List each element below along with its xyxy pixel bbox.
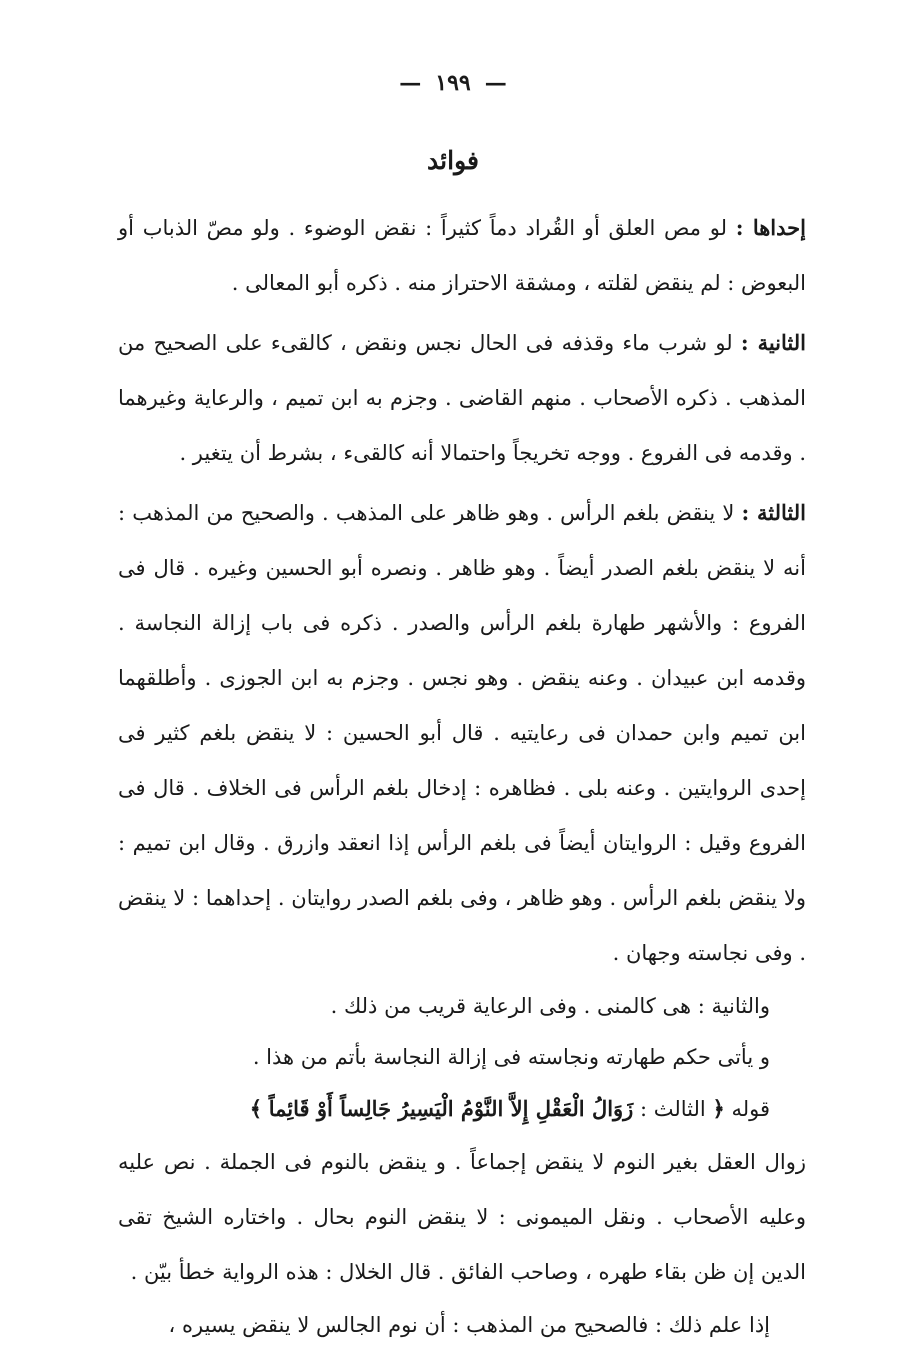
quote-open-bracket: ﴿ [712, 1096, 725, 1121]
quote-close-bracket: ﴾ [249, 1096, 263, 1121]
paragraph-closing: زوال العقل بغير النوم لا ينقض إجماعاً . و ينقض بالنوم فى الجملة . نص عليه وعليه الأصحاب . ونقل الميمونى : لا ينقض النوم بحال . واختاره الشيخ تقى الدين إن ظن بقاء طهره ، وصاحب الفائق . قال الخلال : هذه الرواية خطأ بيّن . [118, 1150, 806, 1284]
quote-text: زَوَالُ الْعَقْلِ إِلاَّ النَّوْمُ الْيَسِيرُ جَالِساً أَوْ قَائِماً [268, 1096, 634, 1121]
paragraph-second-text: لو شرب ماء وقذفه فى الحال نجس ونقض ، كالقىء على الصحيح من المذهب . ذكره الأصحاب . منهم القاضى . وجزم به ابن تميم ، والرعاية وغيرهما . وقدمه فى الفروع . ووجه تخريجاً واحتمالا أنه كالقىء ، بشرط أن يتغير . [118, 331, 806, 465]
paragraph-first-text: لو مص العلق أو القُراد دماً كثيراً : نقض الوضوء . ولو مصّ الذباب أو البعوض : لم ينقض لقلته ، ومشقة الاحتراز منه . ذكره أبو المعالى . [118, 216, 806, 295]
paragraph-third-text: لا ينقض بلغم الرأس . وهو ظاهر على المذهب . والصحيح من المذهب : أنه لا ينقض بلغم الصدر أيضاً . وهو ظاهر . ونصره أبو الحسين وغيره . قال فى الفروع : والأشهر طهارة بلغم الرأس والصدر . ذكره فى باب إزالة النجاسة . وقدمه ابن عبيدان . وعنه ينقض . وهو نجس . وجزم به ابن الجوزى . وأطلقهما ابن تميم وابن حمدان فى رعايتيه . قال أبو الحسين : لا ينقض بلغم كثير فى إحدى الروايتين . وعنه بلى . فظاهره : إدخال بلغم الرأس فى الخلاف . قال فى الفروع وقيل : الروايتان أيضاً فى بلغم الرأس إذا انعقد وازرق . وقال ابن تميم : ولا ينقض بلغم الرأس . وهو ظاهر ، وفى بلغم الصدر روايتان . إحداهما : لا ينقض . وفى نجاسته وجهان . [118, 501, 806, 965]
short-line-second: و يأتى حكم طهارته ونجاسته فى إزالة النجاسة بأتم من هذا . [252, 1045, 770, 1069]
quote-label: الثالث : [640, 1097, 706, 1121]
paragraph-last-line: إذا علم ذلك : فالصحيح من المذهب : أن نوم الجالس لا ينقض يسيره ، [168, 1313, 770, 1337]
page-number-dash-right: — [484, 70, 507, 96]
paragraph-first [118, 200, 806, 311]
paragraph-second [118, 315, 806, 481]
section-heading: فوائد [427, 146, 479, 175]
paragraph-third-lead: الثالثة : [741, 500, 806, 525]
quote-prefix: قوله [731, 1097, 770, 1121]
paragraph-third [118, 485, 806, 981]
quran-quote-line [118, 1083, 806, 1135]
short-line-first: والثانية : هى كالمنى . وفى الرعاية قريب من ذلك . [330, 994, 770, 1018]
paragraph-first-lead: إحداها : [735, 215, 806, 240]
page-number-value: ١٩٩ [435, 70, 471, 96]
page-number-dash-left: — [399, 70, 422, 96]
paragraph-second-lead: الثانية : [740, 330, 806, 355]
page-body [118, 200, 806, 1351]
page-number [0, 70, 906, 96]
